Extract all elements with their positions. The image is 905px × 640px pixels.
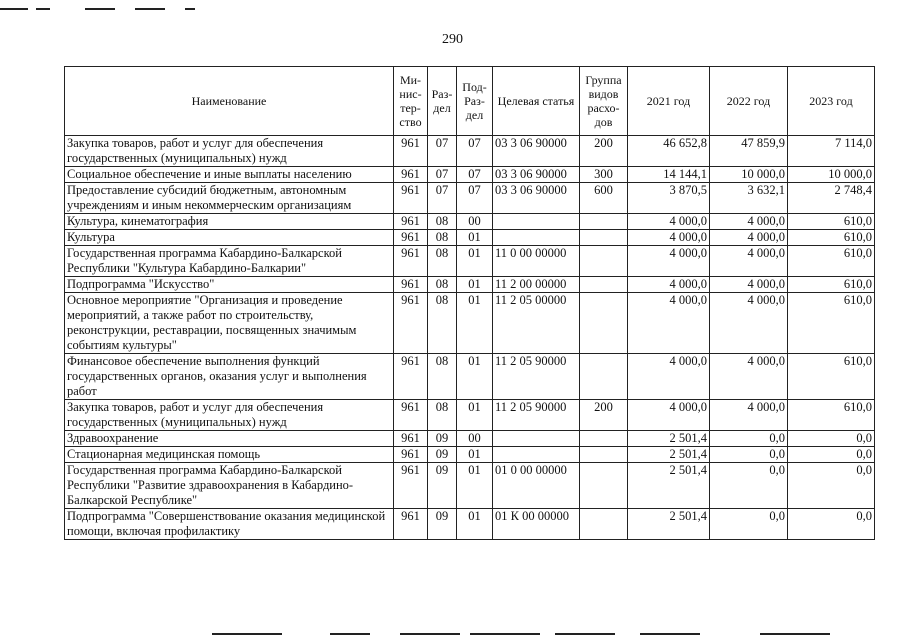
cell-section: 08	[428, 246, 457, 277]
cell-2021: 2 501,4	[628, 431, 710, 447]
column-header-name: Наименование	[65, 67, 394, 136]
cell-expense-group	[580, 246, 628, 277]
column-header-ministry: Ми-нис-тер-ство	[394, 67, 428, 136]
cell-subsection: 00	[457, 431, 493, 447]
cell-section: 09	[428, 509, 457, 540]
cell-2021: 3 870,5	[628, 183, 710, 214]
cell-2023: 2 748,4	[788, 183, 875, 214]
cell-expense-group	[580, 431, 628, 447]
cell-expense-group	[580, 293, 628, 354]
cell-target-article: 11 2 05 90000	[493, 400, 580, 431]
cell-subsection: 01	[457, 293, 493, 354]
cell-subsection: 07	[457, 167, 493, 183]
table-header-row	[65, 67, 875, 136]
cell-expense-group	[580, 214, 628, 230]
cell-2023: 610,0	[788, 246, 875, 277]
cell-expense-group	[580, 277, 628, 293]
cell-name: Культура	[65, 230, 394, 246]
cell-expense-group	[580, 230, 628, 246]
cell-2021: 4 000,0	[628, 293, 710, 354]
table-row	[65, 447, 875, 463]
cell-2022: 4 000,0	[710, 293, 788, 354]
cell-subsection: 01	[457, 509, 493, 540]
cell-section: 08	[428, 354, 457, 400]
cell-2023: 610,0	[788, 277, 875, 293]
cell-target-article: 03 3 06 90000	[493, 167, 580, 183]
cell-subsection: 01	[457, 246, 493, 277]
cell-section: 07	[428, 136, 457, 167]
table-row	[65, 277, 875, 293]
cell-section: 07	[428, 183, 457, 214]
cell-ministry: 961	[394, 136, 428, 167]
scan-artifact-line	[185, 8, 195, 10]
cell-target-article: 01 0 00 00000	[493, 463, 580, 509]
cell-2021: 2 501,4	[628, 509, 710, 540]
table-row	[65, 246, 875, 277]
cell-2023: 610,0	[788, 293, 875, 354]
cell-target-article: 11 2 05 90000	[493, 354, 580, 400]
scan-artifact-line	[85, 8, 115, 10]
scan-artifact-line	[400, 633, 460, 635]
cell-subsection: 07	[457, 183, 493, 214]
cell-name: Основное мероприятие "Организация и проведение мероприятий, а также работ по строительству, реконструкции, реставрации, посвященных значимым событиям культуры"	[65, 293, 394, 354]
page-number: 290	[442, 32, 463, 47]
cell-section: 09	[428, 431, 457, 447]
scan-artifact-line	[0, 8, 28, 10]
cell-expense-group	[580, 354, 628, 400]
cell-2022: 0,0	[710, 447, 788, 463]
cell-subsection: 01	[457, 400, 493, 431]
scan-artifact-line	[212, 633, 282, 635]
cell-section: 08	[428, 277, 457, 293]
cell-section: 08	[428, 400, 457, 431]
table-row	[65, 509, 875, 540]
cell-ministry: 961	[394, 509, 428, 540]
budget-table	[64, 66, 875, 540]
cell-2023: 610,0	[788, 354, 875, 400]
cell-subsection: 01	[457, 230, 493, 246]
cell-2023: 610,0	[788, 214, 875, 230]
cell-subsection: 07	[457, 136, 493, 167]
cell-name: Социальное обеспечение и иные выплаты населению	[65, 167, 394, 183]
cell-2022: 47 859,9	[710, 136, 788, 167]
cell-ministry: 961	[394, 183, 428, 214]
cell-expense-group: 200	[580, 136, 628, 167]
cell-name: Стационарная медицинская помощь	[65, 447, 394, 463]
cell-2023: 10 000,0	[788, 167, 875, 183]
cell-ministry: 961	[394, 167, 428, 183]
cell-2021: 4 000,0	[628, 230, 710, 246]
scan-artifact-line	[760, 633, 830, 635]
scan-artifact-line	[555, 633, 615, 635]
cell-section: 08	[428, 293, 457, 354]
cell-ministry: 961	[394, 400, 428, 431]
cell-2022: 0,0	[710, 463, 788, 509]
table-row	[65, 214, 875, 230]
cell-2021: 14 144,1	[628, 167, 710, 183]
table-row	[65, 354, 875, 400]
cell-2022: 3 632,1	[710, 183, 788, 214]
cell-ministry: 961	[394, 214, 428, 230]
scan-artifact-line	[36, 8, 50, 10]
scan-artifact-line	[330, 633, 370, 635]
cell-2023: 610,0	[788, 400, 875, 431]
table-row	[65, 431, 875, 447]
scan-artifact-line	[470, 633, 540, 635]
cell-2022: 4 000,0	[710, 400, 788, 431]
cell-section: 08	[428, 214, 457, 230]
column-header-section: Раз-дел	[428, 67, 457, 136]
table-row	[65, 463, 875, 509]
cell-section: 09	[428, 447, 457, 463]
cell-name: Предоставление субсидий бюджетным, автономным учреждениям и иным некоммерческим организациям	[65, 183, 394, 214]
cell-ministry: 961	[394, 463, 428, 509]
cell-2022: 4 000,0	[710, 230, 788, 246]
cell-name: Государственная программа Кабардино-Балкарской Республики "Развитие здравоохранения в Кабардино-Балкарской Республике"	[65, 463, 394, 509]
cell-name: Государственная программа Кабардино-Балкарской Республики "Культура Кабардино-Балкарии"	[65, 246, 394, 277]
cell-target-article: 01 К 00 00000	[493, 509, 580, 540]
cell-2021: 2 501,4	[628, 463, 710, 509]
cell-expense-group: 200	[580, 400, 628, 431]
cell-subsection: 01	[457, 463, 493, 509]
table-row	[65, 183, 875, 214]
cell-target-article: 11 2 00 00000	[493, 277, 580, 293]
cell-target-article	[493, 447, 580, 463]
scan-artifact-line	[135, 8, 165, 10]
cell-section: 09	[428, 463, 457, 509]
table-row	[65, 400, 875, 431]
cell-section: 08	[428, 230, 457, 246]
table-row	[65, 230, 875, 246]
cell-2021: 4 000,0	[628, 246, 710, 277]
cell-2022: 0,0	[710, 509, 788, 540]
cell-2022: 4 000,0	[710, 246, 788, 277]
cell-subsection: 00	[457, 214, 493, 230]
cell-name: Закупка товаров, работ и услуг для обеспечения государственных (муниципальных) нужд	[65, 136, 394, 167]
cell-target-article	[493, 431, 580, 447]
cell-2023: 7 114,0	[788, 136, 875, 167]
cell-name: Культура, кинематография	[65, 214, 394, 230]
table-row	[65, 293, 875, 354]
cell-target-article	[493, 230, 580, 246]
cell-expense-group	[580, 463, 628, 509]
cell-2023: 610,0	[788, 230, 875, 246]
cell-2021: 4 000,0	[628, 214, 710, 230]
cell-name: Здравоохранение	[65, 431, 394, 447]
table-row	[65, 167, 875, 183]
cell-2022: 4 000,0	[710, 277, 788, 293]
cell-target-article	[493, 214, 580, 230]
cell-expense-group: 300	[580, 167, 628, 183]
column-header-2022: 2022 год	[710, 67, 788, 136]
cell-target-article: 03 3 06 90000	[493, 136, 580, 167]
cell-2021: 46 652,8	[628, 136, 710, 167]
cell-2021: 4 000,0	[628, 354, 710, 400]
cell-expense-group	[580, 509, 628, 540]
cell-2021: 4 000,0	[628, 400, 710, 431]
column-header-2021: 2021 год	[628, 67, 710, 136]
column-header-expense-group: Группа видов расхо-дов	[580, 67, 628, 136]
cell-ministry: 961	[394, 246, 428, 277]
cell-expense-group	[580, 447, 628, 463]
cell-name: Подпрограмма "Искусство"	[65, 277, 394, 293]
cell-2022: 10 000,0	[710, 167, 788, 183]
cell-ministry: 961	[394, 277, 428, 293]
table-row	[65, 136, 875, 167]
cell-target-article: 11 0 00 00000	[493, 246, 580, 277]
cell-section: 07	[428, 167, 457, 183]
column-header-target-article: Целевая статья	[493, 67, 580, 136]
cell-target-article: 03 3 06 90000	[493, 183, 580, 214]
cell-name: Финансовое обеспечение выполнения функций государственных органов, оказания услуг и выполнения работ	[65, 354, 394, 400]
column-header-2023: 2023 год	[788, 67, 875, 136]
cell-2022: 4 000,0	[710, 214, 788, 230]
cell-target-article: 11 2 05 00000	[493, 293, 580, 354]
cell-expense-group: 600	[580, 183, 628, 214]
cell-subsection: 01	[457, 447, 493, 463]
cell-2023: 0,0	[788, 447, 875, 463]
cell-ministry: 961	[394, 293, 428, 354]
cell-ministry: 961	[394, 431, 428, 447]
cell-2023: 0,0	[788, 509, 875, 540]
cell-2023: 0,0	[788, 431, 875, 447]
cell-subsection: 01	[457, 277, 493, 293]
cell-2023: 0,0	[788, 463, 875, 509]
cell-2021: 4 000,0	[628, 277, 710, 293]
cell-ministry: 961	[394, 354, 428, 400]
cell-2021: 2 501,4	[628, 447, 710, 463]
column-header-subsection: Под-Раз-дел	[457, 67, 493, 136]
scan-artifact-line	[640, 633, 700, 635]
cell-2022: 0,0	[710, 431, 788, 447]
cell-subsection: 01	[457, 354, 493, 400]
cell-2022: 4 000,0	[710, 354, 788, 400]
cell-ministry: 961	[394, 230, 428, 246]
cell-name: Закупка товаров, работ и услуг для обеспечения государственных (муниципальных) нужд	[65, 400, 394, 431]
cell-name: Подпрограмма "Совершенствование оказания медицинской помощи, включая профилактику	[65, 509, 394, 540]
cell-ministry: 961	[394, 447, 428, 463]
